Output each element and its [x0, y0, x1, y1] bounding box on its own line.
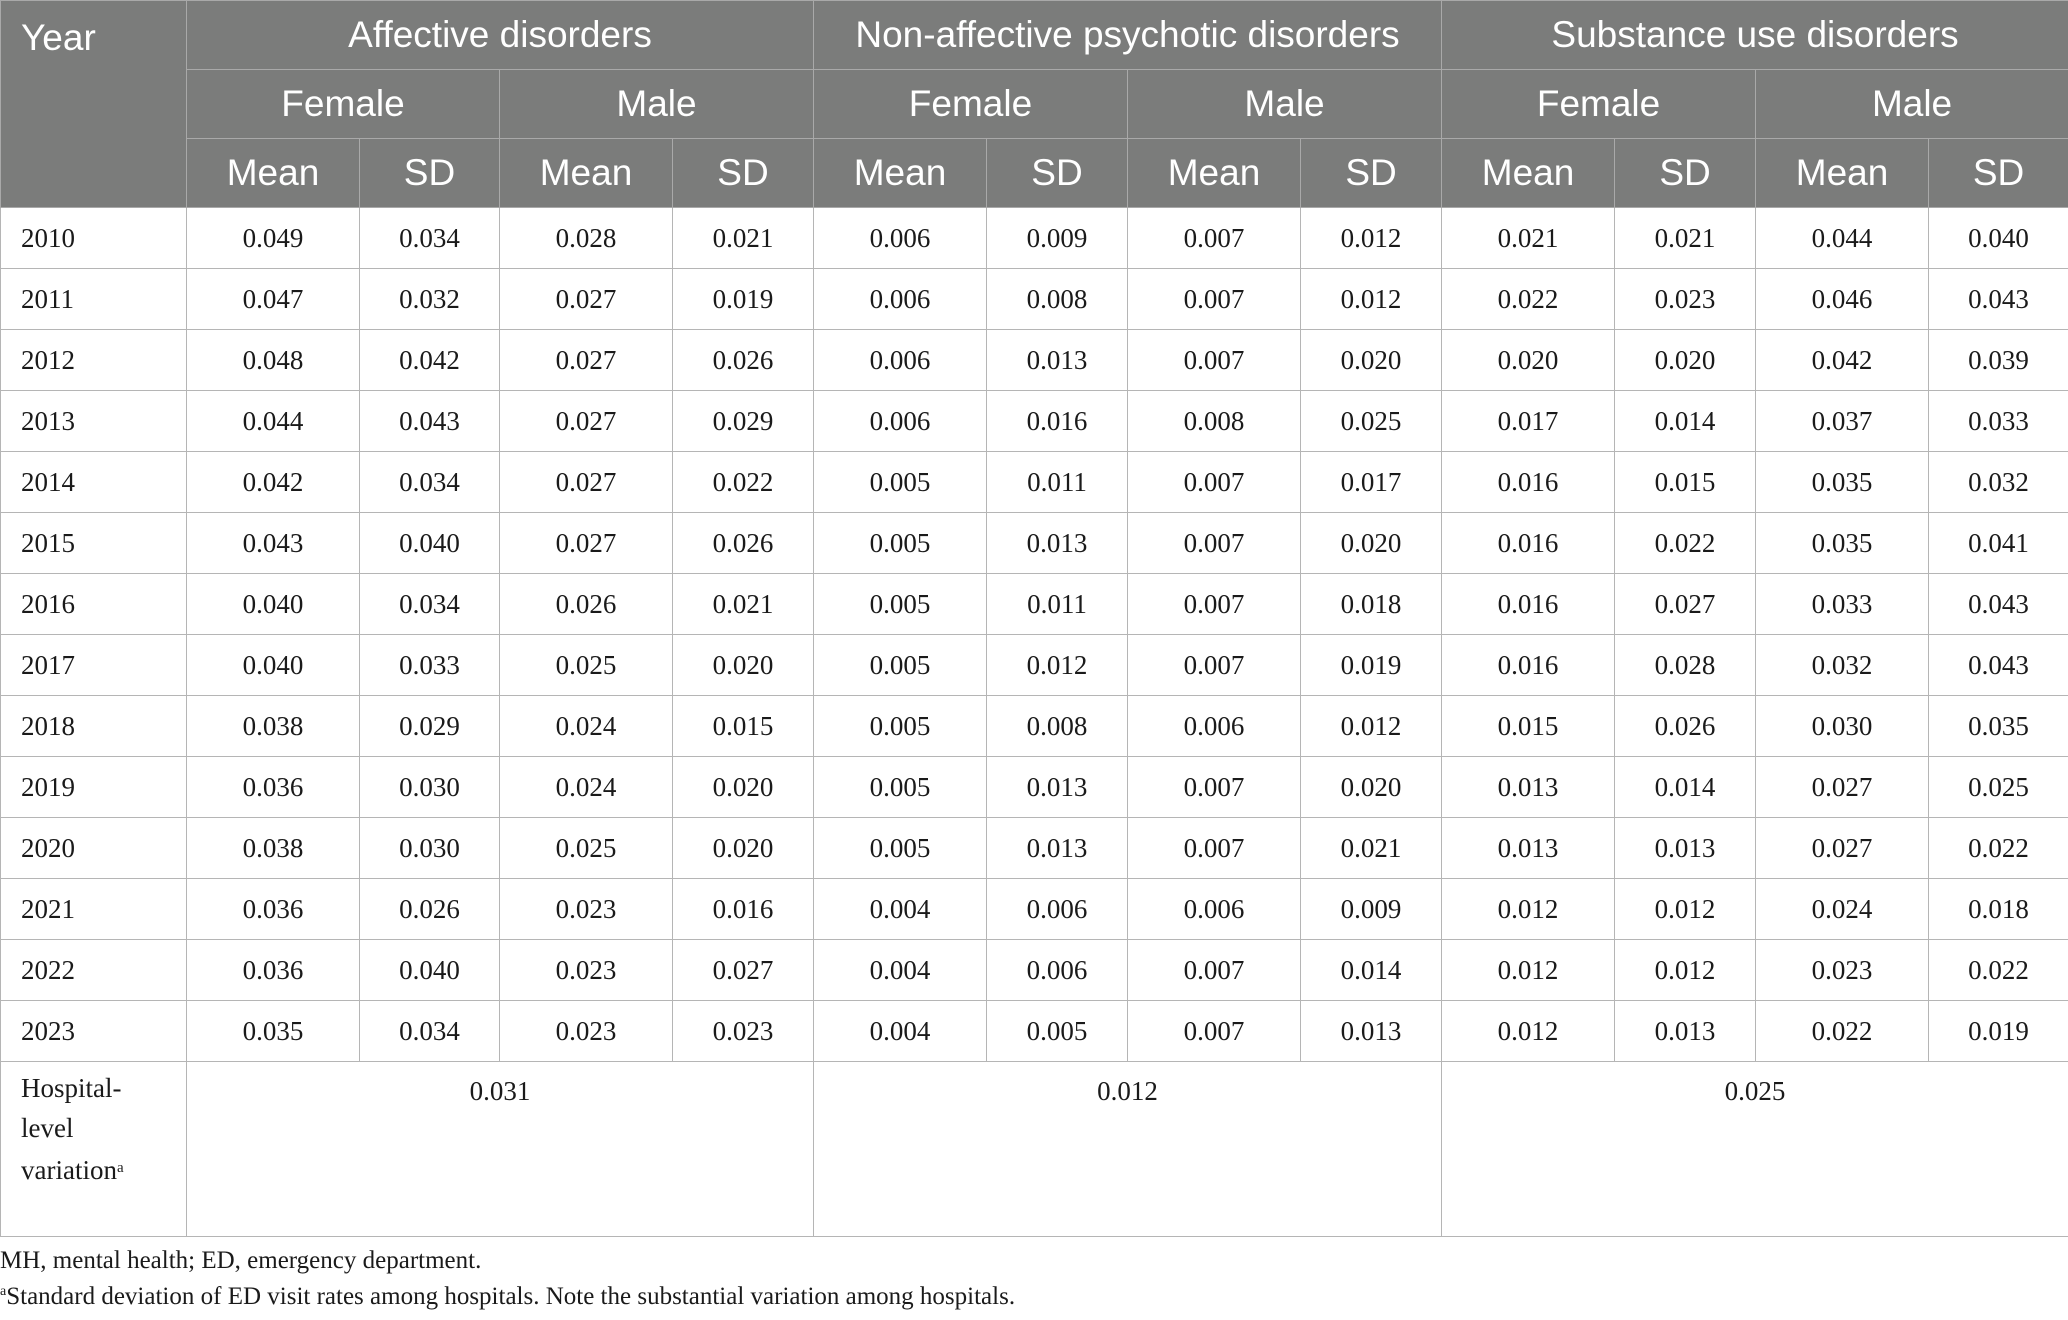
sd-cell: 0.015 [1615, 452, 1756, 513]
mean-cell: 0.027 [500, 452, 673, 513]
sd-cell: 0.034 [360, 574, 500, 635]
year-cell: 2010 [1, 208, 187, 269]
sd-cell: 0.029 [673, 391, 814, 452]
sd-cell: 0.013 [987, 513, 1128, 574]
mean-cell: 0.007 [1128, 452, 1301, 513]
sd-cell: 0.015 [673, 696, 814, 757]
table-row [1, 330, 2068, 391]
year-column-header: Year [1, 1, 187, 208]
mean-cell: 0.007 [1128, 757, 1301, 818]
hospital-variation-substance: 0.025 [1442, 1062, 2068, 1237]
table-row [1, 513, 2068, 574]
mean-cell: 0.012 [1442, 879, 1615, 940]
mean-cell: 0.007 [1128, 818, 1301, 879]
sd-cell: 0.033 [360, 635, 500, 696]
sd-cell: 0.034 [360, 208, 500, 269]
stat-header-sd: SD [673, 139, 814, 208]
table-row [1, 1001, 2068, 1062]
mean-cell: 0.042 [187, 452, 360, 513]
sd-cell: 0.013 [1615, 818, 1756, 879]
hospital-variation-psychotic: 0.012 [814, 1062, 1442, 1237]
table-body [1, 208, 2068, 1237]
footnote-a-text: Standard deviation of ED visit rates among hospitals. Note the substantial variation among hospitals. [6, 1283, 1016, 1310]
sd-cell: 0.025 [1301, 391, 1442, 452]
table-row [1, 635, 2068, 696]
mean-cell: 0.005 [814, 696, 987, 757]
sd-cell: 0.020 [1301, 513, 1442, 574]
sd-cell: 0.006 [987, 940, 1128, 1001]
mean-cell: 0.023 [500, 940, 673, 1001]
mean-cell: 0.006 [1128, 696, 1301, 757]
mean-cell: 0.012 [1442, 1001, 1615, 1062]
sd-cell: 0.014 [1615, 391, 1756, 452]
sd-cell: 0.013 [987, 818, 1128, 879]
sd-cell: 0.012 [1301, 269, 1442, 330]
mean-cell: 0.036 [187, 940, 360, 1001]
sd-cell: 0.022 [1929, 940, 2068, 1001]
stat-header-mean: Mean [814, 139, 987, 208]
sd-cell: 0.009 [1301, 879, 1442, 940]
sd-cell: 0.023 [1615, 269, 1756, 330]
stat-header-mean: Mean [1442, 139, 1615, 208]
mean-cell: 0.025 [500, 635, 673, 696]
table-row [1, 696, 2068, 757]
header-row-sex [1, 70, 2068, 139]
sd-cell: 0.040 [360, 940, 500, 1001]
mean-cell: 0.007 [1128, 1001, 1301, 1062]
mean-cell: 0.024 [500, 757, 673, 818]
mean-cell: 0.006 [814, 391, 987, 452]
mean-cell: 0.023 [500, 1001, 673, 1062]
sd-cell: 0.043 [1929, 574, 2068, 635]
sex-header: Male [500, 70, 814, 139]
year-cell: 2011 [1, 269, 187, 330]
mean-cell: 0.024 [1756, 879, 1929, 940]
table-row [1, 574, 2068, 635]
year-cell: 2019 [1, 757, 187, 818]
sd-cell: 0.021 [673, 574, 814, 635]
sd-cell: 0.013 [987, 757, 1128, 818]
sd-cell: 0.023 [673, 1001, 814, 1062]
sd-cell: 0.022 [1929, 818, 2068, 879]
mean-cell: 0.048 [187, 330, 360, 391]
stat-header-sd: SD [987, 139, 1128, 208]
stat-header-sd: SD [1929, 139, 2068, 208]
sd-cell: 0.013 [987, 330, 1128, 391]
mean-cell: 0.012 [1442, 940, 1615, 1001]
mean-cell: 0.016 [1442, 574, 1615, 635]
mean-cell: 0.036 [187, 757, 360, 818]
mean-cell: 0.016 [1442, 635, 1615, 696]
mean-cell: 0.007 [1128, 635, 1301, 696]
sd-cell: 0.022 [673, 452, 814, 513]
sex-header: Female [814, 70, 1128, 139]
mean-cell: 0.027 [500, 391, 673, 452]
mean-cell: 0.047 [187, 269, 360, 330]
mean-cell: 0.042 [1756, 330, 1929, 391]
hospital-variation-row [1, 1062, 2068, 1237]
mean-cell: 0.022 [1756, 1001, 1929, 1062]
mean-cell: 0.033 [1756, 574, 1929, 635]
sd-cell: 0.041 [1929, 513, 2068, 574]
sd-cell: 0.040 [1929, 208, 2068, 269]
sd-cell: 0.026 [1615, 696, 1756, 757]
sd-cell: 0.027 [1615, 574, 1756, 635]
year-cell: 2014 [1, 452, 187, 513]
sd-cell: 0.020 [673, 757, 814, 818]
table-header [1, 1, 2068, 208]
header-row-stats [1, 139, 2068, 208]
sd-cell: 0.019 [673, 269, 814, 330]
mean-cell: 0.005 [814, 513, 987, 574]
mean-cell: 0.004 [814, 879, 987, 940]
mean-cell: 0.017 [1442, 391, 1615, 452]
sd-cell: 0.012 [1615, 940, 1756, 1001]
sex-header: Male [1756, 70, 2068, 139]
sd-cell: 0.039 [1929, 330, 2068, 391]
mean-cell: 0.023 [1756, 940, 1929, 1001]
sd-cell: 0.020 [673, 635, 814, 696]
sd-cell: 0.017 [1301, 452, 1442, 513]
year-cell: 2021 [1, 879, 187, 940]
mean-cell: 0.007 [1128, 208, 1301, 269]
year-cell: 2022 [1, 940, 187, 1001]
stat-header-sd: SD [1615, 139, 1756, 208]
sd-cell: 0.043 [360, 391, 500, 452]
sd-cell: 0.040 [360, 513, 500, 574]
table-row [1, 940, 2068, 1001]
sd-cell: 0.033 [1929, 391, 2068, 452]
footnote-marker: a [116, 1160, 124, 1176]
sd-cell: 0.030 [360, 757, 500, 818]
mean-cell: 0.024 [500, 696, 673, 757]
sd-cell: 0.032 [1929, 452, 2068, 513]
mean-cell: 0.027 [500, 269, 673, 330]
mean-cell: 0.021 [1442, 208, 1615, 269]
sd-cell: 0.020 [1301, 330, 1442, 391]
mean-cell: 0.007 [1128, 574, 1301, 635]
sd-cell: 0.011 [987, 574, 1128, 635]
mean-cell: 0.015 [1442, 696, 1615, 757]
mean-cell: 0.007 [1128, 940, 1301, 1001]
sex-header: Female [187, 70, 500, 139]
sd-cell: 0.028 [1615, 635, 1756, 696]
stat-header-mean: Mean [1756, 139, 1929, 208]
mean-cell: 0.016 [1442, 513, 1615, 574]
sd-cell: 0.034 [360, 452, 500, 513]
mean-cell: 0.027 [500, 330, 673, 391]
sex-header: Female [1442, 70, 1756, 139]
mean-cell: 0.040 [187, 574, 360, 635]
mean-cell: 0.035 [187, 1001, 360, 1062]
sd-cell: 0.018 [1929, 879, 2068, 940]
mean-cell: 0.025 [500, 818, 673, 879]
mean-cell: 0.027 [1756, 757, 1929, 818]
mean-cell: 0.004 [814, 1001, 987, 1062]
sd-cell: 0.026 [360, 879, 500, 940]
mean-cell: 0.006 [814, 269, 987, 330]
hospital-variation-label [1, 1062, 187, 1237]
mean-cell: 0.006 [1128, 879, 1301, 940]
sd-cell: 0.020 [1615, 330, 1756, 391]
mean-cell: 0.004 [814, 940, 987, 1001]
sd-cell: 0.016 [987, 391, 1128, 452]
table-row [1, 818, 2068, 879]
sd-cell: 0.011 [987, 452, 1128, 513]
mean-cell: 0.044 [1756, 208, 1929, 269]
sd-cell: 0.019 [1301, 635, 1442, 696]
mean-cell: 0.005 [814, 574, 987, 635]
sd-cell: 0.020 [673, 818, 814, 879]
mean-cell: 0.026 [500, 574, 673, 635]
group-header-affective: Affective disorders [187, 1, 814, 70]
sd-cell: 0.014 [1301, 940, 1442, 1001]
sd-cell: 0.030 [360, 818, 500, 879]
sd-cell: 0.008 [987, 269, 1128, 330]
mean-cell: 0.007 [1128, 330, 1301, 391]
sd-cell: 0.012 [1301, 696, 1442, 757]
year-cell: 2013 [1, 391, 187, 452]
table-row [1, 269, 2068, 330]
sd-cell: 0.021 [1615, 208, 1756, 269]
mean-cell: 0.035 [1756, 452, 1929, 513]
footnote-a-marker: a [0, 1284, 7, 1299]
mean-cell: 0.005 [814, 818, 987, 879]
hospital-variation-label-line: Hospital- [21, 1073, 122, 1103]
mean-cell: 0.016 [1442, 452, 1615, 513]
sd-cell: 0.026 [673, 330, 814, 391]
mean-cell: 0.027 [500, 513, 673, 574]
sd-cell: 0.012 [987, 635, 1128, 696]
year-cell: 2023 [1, 1001, 187, 1062]
sd-cell: 0.025 [1929, 757, 2068, 818]
mean-cell: 0.005 [814, 635, 987, 696]
table-row [1, 879, 2068, 940]
sd-cell: 0.021 [1301, 818, 1442, 879]
sd-cell: 0.018 [1301, 574, 1442, 635]
stat-header-sd: SD [360, 139, 500, 208]
sd-cell: 0.019 [1929, 1001, 2068, 1062]
table-row [1, 757, 2068, 818]
stat-header-mean: Mean [1128, 139, 1301, 208]
mean-cell: 0.032 [1756, 635, 1929, 696]
sd-cell: 0.012 [1615, 879, 1756, 940]
mean-cell: 0.013 [1442, 757, 1615, 818]
mean-cell: 0.006 [814, 208, 987, 269]
hospital-variation-affective: 0.031 [187, 1062, 814, 1237]
mean-cell: 0.040 [187, 635, 360, 696]
stat-header-mean: Mean [187, 139, 360, 208]
sex-header: Male [1128, 70, 1442, 139]
mean-cell: 0.030 [1756, 696, 1929, 757]
mean-cell: 0.005 [814, 452, 987, 513]
group-header-substance: Substance use disorders [1442, 1, 2068, 70]
table-row [1, 208, 2068, 269]
mean-cell: 0.005 [814, 757, 987, 818]
header-row-groups [1, 1, 2068, 70]
footnote-a [0, 1283, 1015, 1311]
mean-cell: 0.023 [500, 879, 673, 940]
sd-cell: 0.043 [1929, 269, 2068, 330]
sd-cell: 0.013 [1301, 1001, 1442, 1062]
sd-cell: 0.022 [1615, 513, 1756, 574]
sd-cell: 0.021 [673, 208, 814, 269]
sd-cell: 0.009 [987, 208, 1128, 269]
mean-cell: 0.038 [187, 696, 360, 757]
mean-cell: 0.037 [1756, 391, 1929, 452]
sd-cell: 0.032 [360, 269, 500, 330]
mean-cell: 0.028 [500, 208, 673, 269]
mean-cell: 0.022 [1442, 269, 1615, 330]
footnote-abbreviations: MH, mental health; ED, emergency department. [0, 1247, 482, 1274]
sd-cell: 0.026 [673, 513, 814, 574]
sd-cell: 0.029 [360, 696, 500, 757]
mean-cell: 0.007 [1128, 513, 1301, 574]
sd-cell: 0.034 [360, 1001, 500, 1062]
mean-cell: 0.043 [187, 513, 360, 574]
stat-header-mean: Mean [500, 139, 673, 208]
mean-cell: 0.020 [1442, 330, 1615, 391]
year-cell: 2016 [1, 574, 187, 635]
sd-cell: 0.035 [1929, 696, 2068, 757]
group-header-psychotic: Non-affective psychotic disorders [814, 1, 1442, 70]
year-cell: 2017 [1, 635, 187, 696]
sd-cell: 0.020 [1301, 757, 1442, 818]
mean-cell: 0.049 [187, 208, 360, 269]
sd-cell: 0.043 [1929, 635, 2068, 696]
table-row [1, 452, 2068, 513]
hospital-variation-label-line: variation [21, 1155, 117, 1185]
mean-cell: 0.044 [187, 391, 360, 452]
sd-cell: 0.006 [987, 879, 1128, 940]
mean-cell: 0.038 [187, 818, 360, 879]
mean-cell: 0.007 [1128, 269, 1301, 330]
mean-cell: 0.008 [1128, 391, 1301, 452]
mean-cell: 0.046 [1756, 269, 1929, 330]
mean-cell: 0.013 [1442, 818, 1615, 879]
year-cell: 2018 [1, 696, 187, 757]
mean-cell: 0.006 [814, 330, 987, 391]
sd-cell: 0.016 [673, 879, 814, 940]
mean-cell: 0.027 [1756, 818, 1929, 879]
year-cell: 2012 [1, 330, 187, 391]
hospital-variation-label-line: level [21, 1113, 74, 1143]
sd-cell: 0.014 [1615, 757, 1756, 818]
year-cell: 2015 [1, 513, 187, 574]
sd-cell: 0.012 [1301, 208, 1442, 269]
sd-cell: 0.005 [987, 1001, 1128, 1062]
year-cell: 2020 [1, 818, 187, 879]
sd-cell: 0.042 [360, 330, 500, 391]
sd-cell: 0.013 [1615, 1001, 1756, 1062]
stat-header-sd: SD [1301, 139, 1442, 208]
mean-cell: 0.035 [1756, 513, 1929, 574]
mean-cell: 0.036 [187, 879, 360, 940]
sd-cell: 0.027 [673, 940, 814, 1001]
sd-cell: 0.008 [987, 696, 1128, 757]
table-row [1, 391, 2068, 452]
